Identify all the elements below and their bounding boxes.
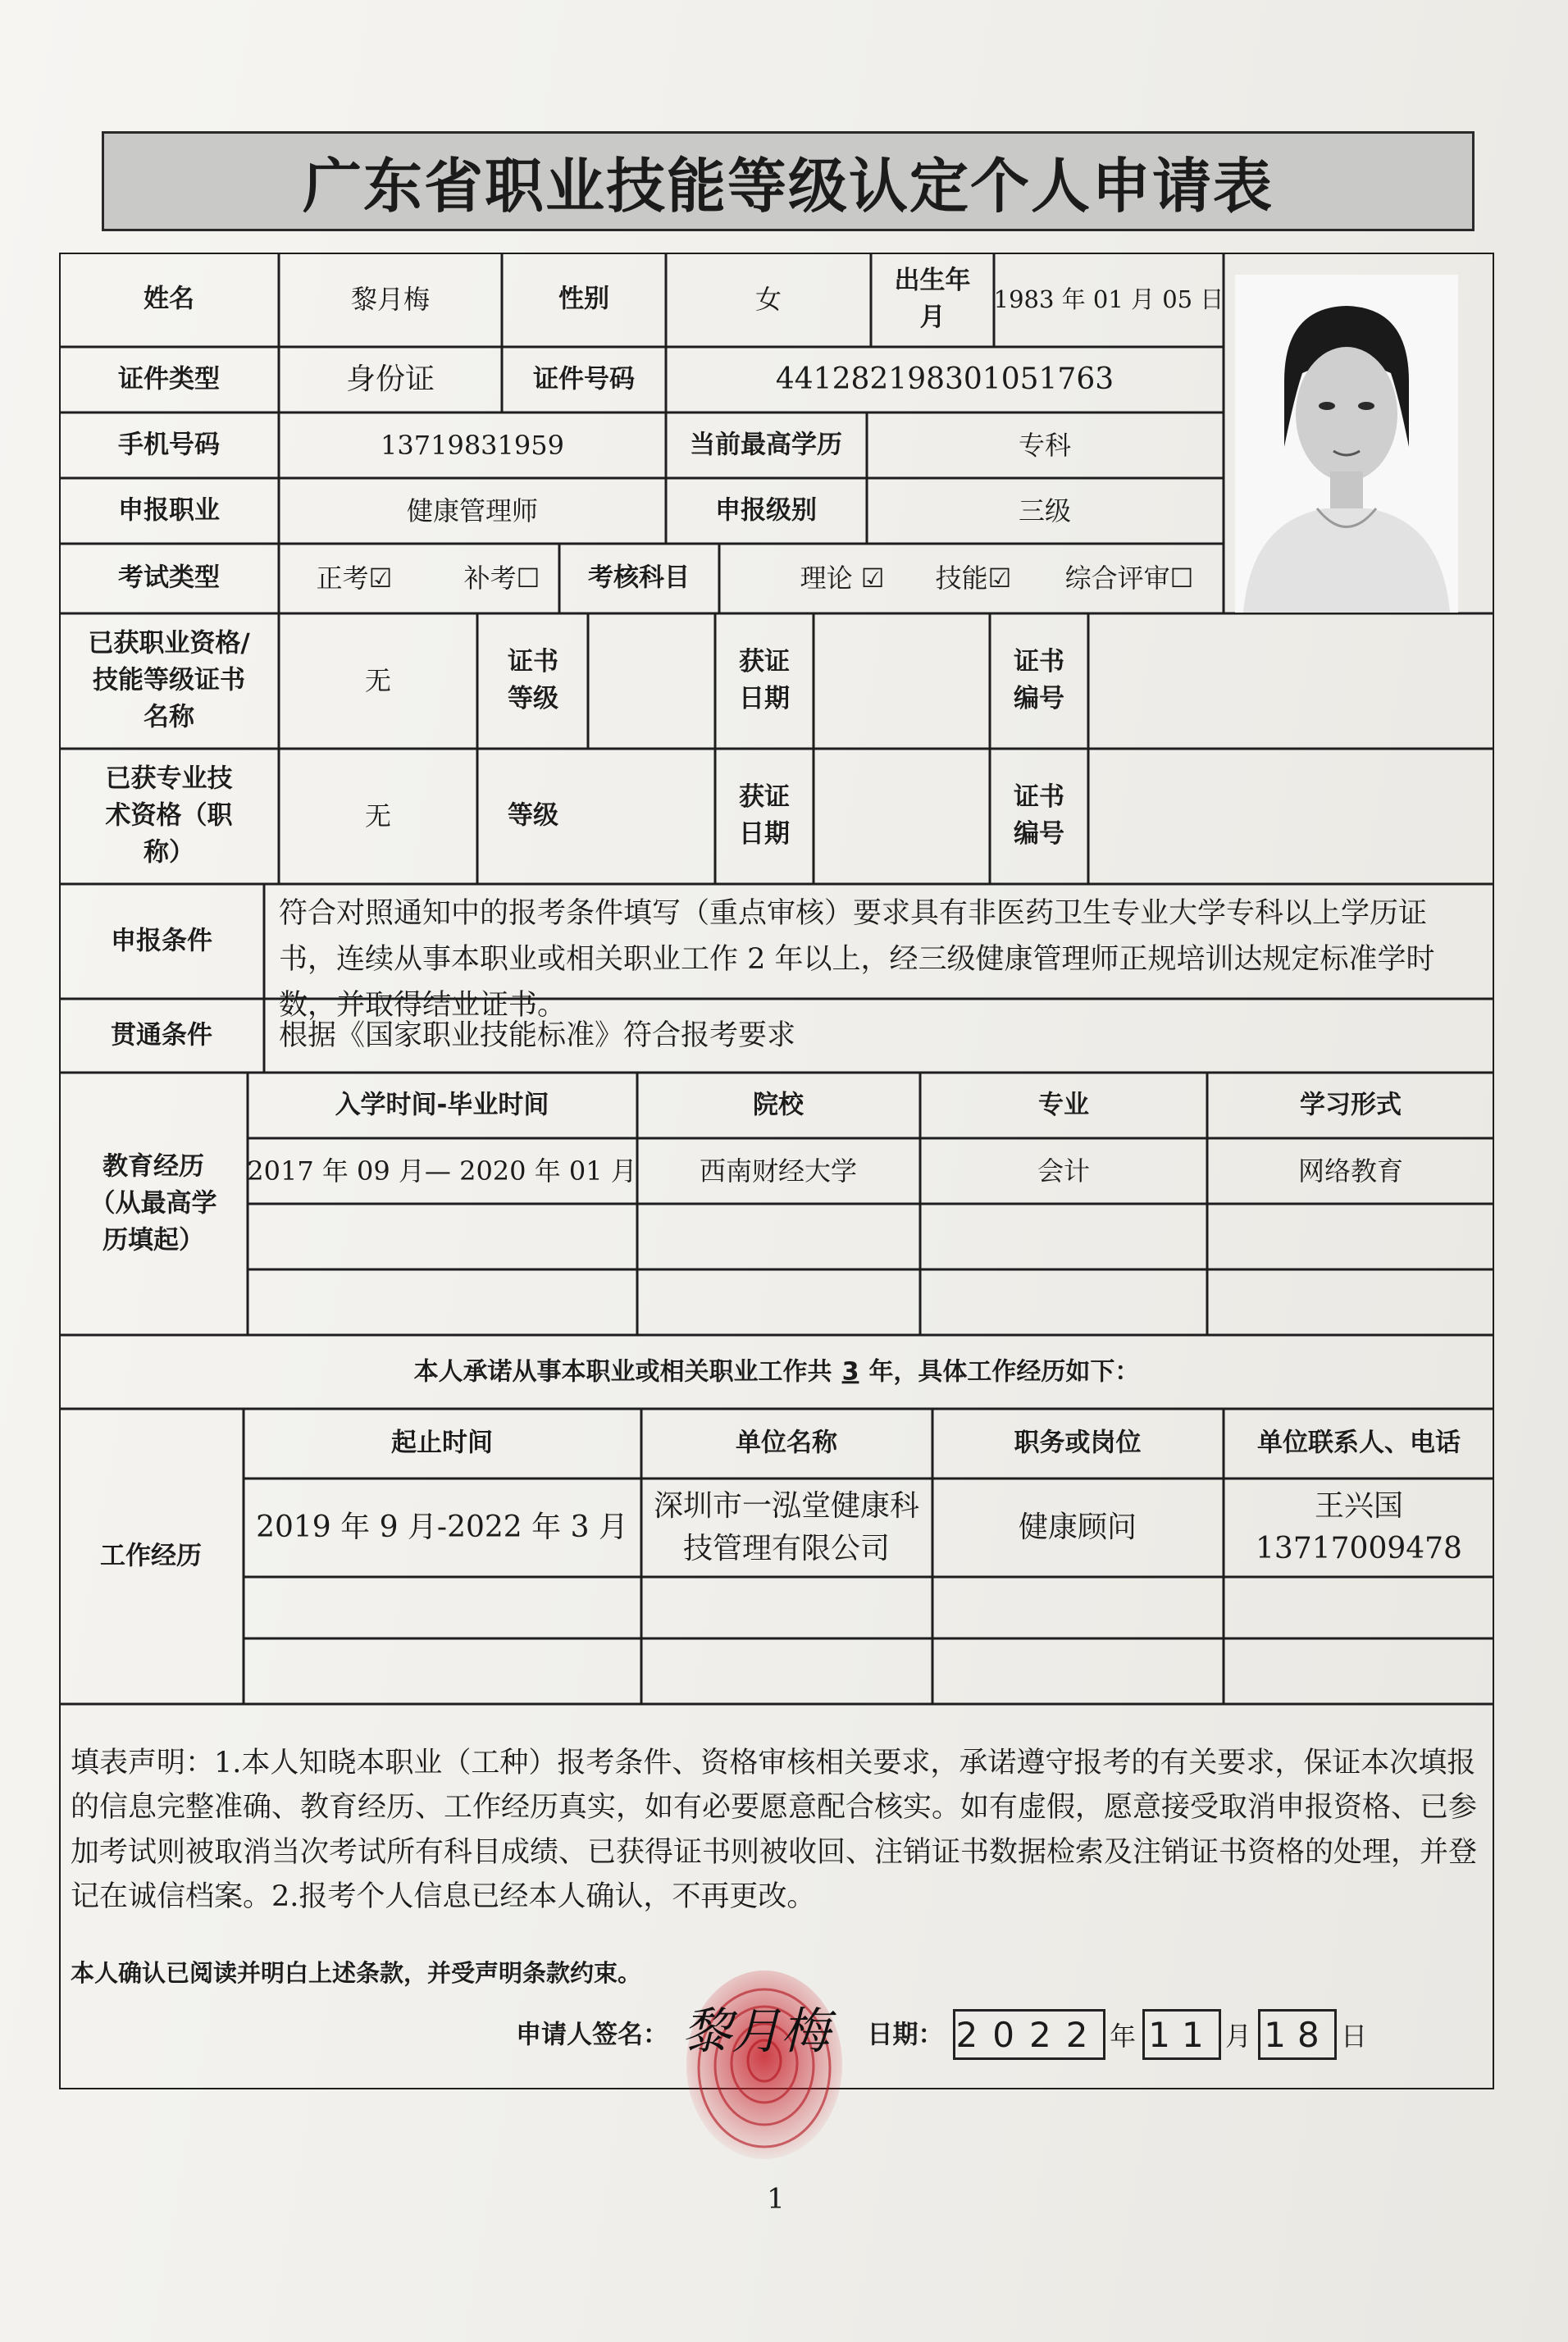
cert-date-label: 获证日期 [739,647,790,713]
qualification-label: 已获职业资格/技能等级证书名称 [88,628,250,732]
month-box[interactable]: 11 [1142,2009,1221,2060]
work-contact: 王兴国 13717009478 [1256,1488,1462,1565]
phone-label: 手机号码 [118,430,220,460]
level-label: 申报级别 [715,495,817,526]
work-header-contact: 单位联系人、电话 [1257,1428,1461,1458]
day-unit: 日 [1341,2021,1368,2052]
tech-label: 已获专业技术资格（职称） [105,763,233,868]
page-number: 1 [767,2182,785,2216]
subject-theory[interactable]: 理论 ☑ [800,562,885,594]
id-type-value: 身份证 [345,362,435,396]
subject-comprehensive[interactable]: 综合评审☐ [1064,562,1194,594]
date-boxes [953,2009,1374,2060]
occupation-value: 健康管理师 [406,494,539,526]
qualification-value: 无 [364,664,392,696]
exam-type-regular[interactable]: 正考☑ [316,562,393,594]
name-value: 黎月梅 [350,283,431,315]
through-text: 根据《国家职业技能标准》符合报考要求 [279,1019,796,1052]
edu-header-school: 院校 [753,1090,804,1120]
work-header-company: 单位名称 [736,1428,837,1458]
phone-value: 13719831959 [381,429,564,461]
exam-type-makeup[interactable]: 补考☐ [463,562,540,594]
edu-header-mode: 学习形式 [1300,1090,1402,1120]
edu-mode: 网络教育 [1297,1155,1404,1187]
signature-name: 黎月梅 [682,2003,830,2061]
tech-level-label: 等级 [508,800,558,831]
year-box[interactable]: 2022 [953,2009,1105,2060]
month-unit: 月 [1225,2021,1252,2052]
commitment-suffix: 年，具体工作经历如下： [868,1357,1140,1387]
level-value: 三级 [1018,494,1072,526]
cert-level-label: 证书等级 [508,647,558,713]
tech-date-label: 获证日期 [739,782,790,849]
id-type-label: 证件类型 [118,364,220,394]
education-history-label: 教育经历（从最高学历填起） [89,1151,217,1255]
work-company: 深圳市一泓堂健康科技管理有限公司 [653,1488,919,1565]
exam-subject-label: 考核科目 [588,563,690,593]
tech-value: 无 [364,800,392,832]
tech-no-label: 证书编号 [1014,782,1064,849]
applicant-photo [1235,275,1458,613]
work-commitment [414,1354,1140,1390]
edu-header-period: 入学时间-毕业时间 [335,1090,549,1120]
cert-no-label: 证书编号 [1014,647,1064,713]
edu-header-major: 专业 [1038,1090,1089,1120]
work-header-period: 起止时间 [391,1428,493,1458]
gender-label: 性别 [558,284,609,314]
work-position: 健康顾问 [1018,1510,1137,1544]
edu-major: 会计 [1037,1155,1091,1187]
work-period: 2019 年 9 月-2022 年 3 月 [256,1510,628,1544]
gender-value: 女 [754,283,782,315]
birth-value: 1983 年 01 月 05 日 [993,285,1224,313]
occupation-label: 申报职业 [118,495,220,526]
form-title: 广东省职业技能等级认定个人申请表 [102,131,1475,231]
birth-label: 出生年月 [894,266,971,332]
id-no-label: 证件号码 [533,364,635,394]
condition-label: 申报条件 [111,926,212,956]
work-history-label: 工作经历 [100,1541,202,1571]
work-header-position: 职务或岗位 [1014,1428,1142,1458]
education-label: 当前最高学历 [690,430,842,460]
exam-type-label: 考试类型 [118,563,220,593]
edu-school: 西南财经大学 [699,1155,858,1187]
education-value: 专科 [1018,429,1072,461]
declaration-text: 填表声明：1.本人知晓本职业（工种）报考条件、资格审核相关要求，承诺遵守报考的有关要求，保证本次填报的信息完整准确、教育经历、工作经历真实，如有必要愿意配合核实。如有虚假，愿意接受取消申报资格、已参加考试则被取消当次考试所有科目成绩、已获得证书则被收回、注销证书数据检索及注销证书资格的处理，并登记在诚信档案。2.报考个人信息已经本人确认，不再更改。 [71,1747,1478,1913]
year-unit: 年 [1110,2021,1137,2052]
commitment-prefix: 本人承诺从事本职业或相关职业工作共 [413,1357,832,1387]
day-box[interactable]: 18 [1258,2009,1337,2060]
portrait-image [1235,275,1458,613]
edu-period: 2017 年 09 月— 2020 年 01 月 [247,1155,637,1187]
date-label: 日期： [867,2020,944,2050]
signature-label: 申请人签名： [516,2020,668,2050]
subject-skill[interactable]: 技能☑ [935,562,1012,594]
commitment-years: 3 [841,1357,859,1387]
id-no-value: 441282198301051763 [775,362,1114,396]
name-label: 姓名 [144,284,194,314]
through-label: 贯通条件 [111,1020,212,1050]
condition-text: 符合对照通知中的报考条件填写（重点审核）要求具有非医药卫生专业大学专科以上学历证书，连续从事本职业或相关职业工作 2 年以上，经三级健康管理师正规培训达规定标准学时数，并取得结业证书。 [279,897,1435,1022]
declaration-confirm: 本人确认已阅读并明白上述条款，并受声明条款约束。 [71,1959,642,1987]
